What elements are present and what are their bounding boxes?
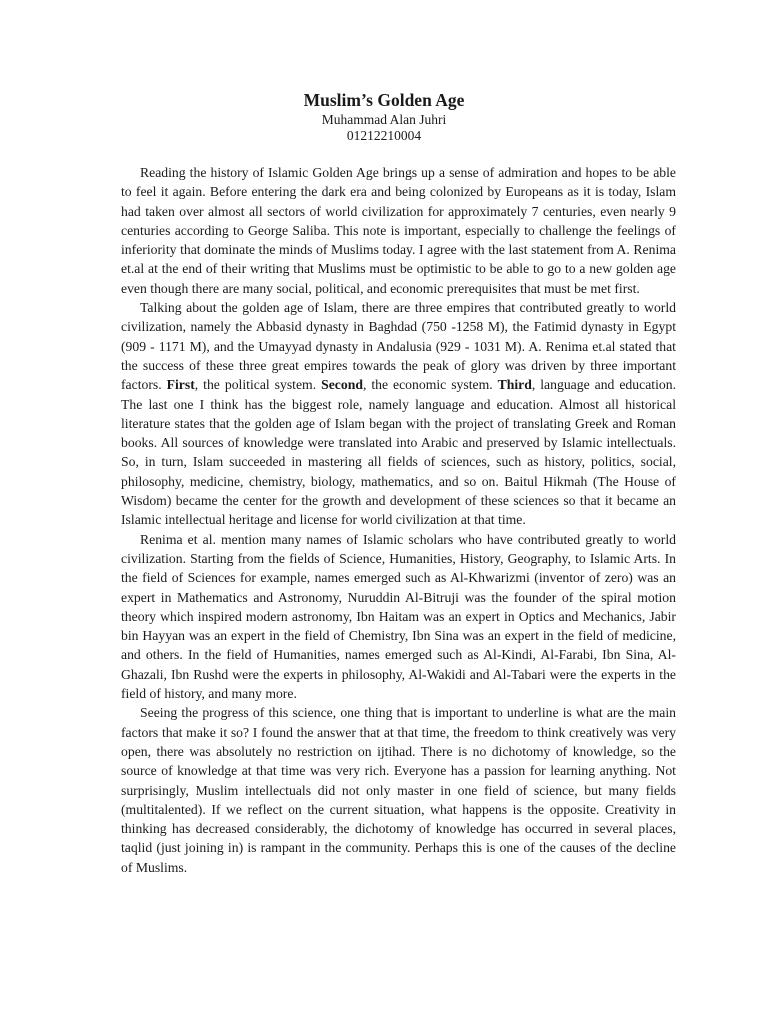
paragraph-2-part-1: Talking about the golden age of Islam, there are three empires that contributed greatly to world civilization, namely the Abbasid dynasty in Baghdad (750 -1258 M), the Fatimid dynasty in Egypt (909 - 1171 M), and the Umayyad dynasty in Andalusia (929 - 1031 M). A. Renima et.al stated that the success of these three great empires towards the peak of glory was driven by three important factors.: [121, 300, 676, 393]
paragraph-2-part-2: , the political system.: [194, 377, 322, 393]
paragraph-4: Seeing the progress of this science, one thing that is important to underline is what are the main factors that make it so? I found the answer that at that time, the freedom to think creatively was very open, there was absolutely no restriction on ijtihad. There is no dichotomy of knowledge, so the source of knowledge at that time was very rich. Everyone has a passion for learning anything. Not surprisingly, Muslim intellectuals did not only master in one field of science, but many fields (multitalented). If we reflect on the current situation, what happens is the opposite. Creativity in thinking has decreased considerably, the dichotomy of knowledge has occurred in several places, taqlid (just joining in) is rampant in the community. Perhaps this is one of the causes of the decline of Muslims.: [121, 705, 676, 875]
second-factor-label: Second: [321, 377, 363, 393]
student-id: 01212210004: [346, 128, 422, 143]
document-body: [121, 163, 676, 877]
author-name: Muhammad Alan Juhri: [321, 112, 447, 127]
third-factor-label: Third: [497, 377, 532, 393]
paragraph-2-part-4: , language and education. The last one I think has the biggest role, namely language and education. Almost all historical literature states that the golden age of Islam began with the project of translating Greek and Roman books. All sources of knowledge were translated into Arabic and preserved by Islamic intellectuals. So, in turn, Islam succeeded in mastering all fields of sciences, such as history, politics, social, philosophy, medicine, chemistry, biology, mathematics, and so on. Baitul Hikmah (The House of Wisdom) became the center for the growth and development of these sciences so that it became an Islamic intellectual heritage and license for world civilization at that time.: [121, 377, 676, 528]
document-title: Muslim’s Golden Age: [303, 90, 465, 110]
first-factor-label: First: [166, 377, 195, 393]
paragraph-1: Reading the history of Islamic Golden Age brings up a sense of admiration and hopes to be able to feel it again. Before entering the dark era and being colonized by Europeans as it is today, Islam had taken over almost all sectors of world civilization for approximately 7 centuries, even nearly 9 centuries according to George Saliba. This note is important, especially to challenge the feelings of inferiority that dominate the minds of Muslims today. I agree with the last statement from A. Renima et.al at the end of their writing that Muslims must be optimistic to be able to go to a new golden age even though there are many social, political, and economic prerequisites that must be met first.: [121, 165, 676, 296]
document-header: [0, 88, 768, 144]
paragraph-2: [121, 298, 676, 530]
paragraph-3: Renima et al. mention many names of Islamic scholars who have contributed greatly to world civilization. Starting from the fields of Science, Humanities, History, Geography, to Islamic Arts. In the field of Sciences for example, names emerged such as Al-Khwarizmi (inventor of zero) was an expert in Mathematics and Astronomy, Nuruddin Al-Bitruji was the founder of the spiral motion theory which inspired modern astronomy, Ibn Haitam was an expert in Optics and Mechanics, Jabir bin Hayyan was an expert in the field of Chemistry, Ibn Sina was an expert in the field of medicine, and others. In the field of Humanities, names emerged such as Al-Kindi, Al-Farabi, Ibn Sina, Al-Ghazali, Ibn Rushd were the experts in philosophy, Al-Wakidi and Al-Tabari were the experts in the field of history, and many more.: [121, 531, 676, 702]
paragraph-2-part-3: , the economic system.: [362, 377, 498, 393]
